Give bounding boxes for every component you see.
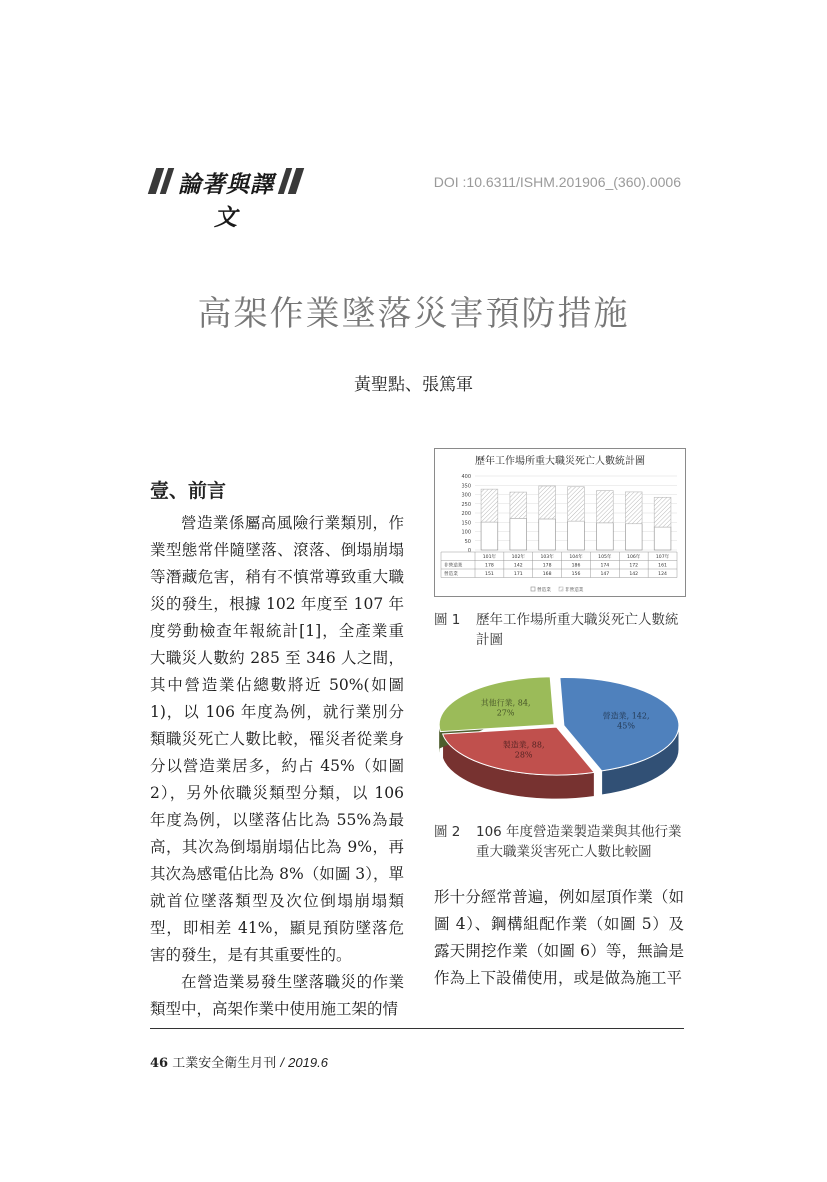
y-tick-label: 200	[461, 511, 471, 517]
pie-data-label-line: 營造業, 142,	[602, 711, 650, 721]
figure-2-chart	[430, 668, 690, 810]
figure-2-caption	[434, 822, 690, 862]
journal-name: 工業安全衛生月刊	[172, 1056, 277, 1071]
y-tick-label: 100	[461, 529, 471, 536]
data-label: 178	[542, 563, 552, 569]
bar-非營造業	[539, 486, 556, 519]
right-column-body	[434, 884, 684, 992]
y-tick-label: 0	[467, 548, 471, 554]
bar-非營造業	[625, 492, 642, 524]
figure-number: 圖 1	[434, 612, 461, 628]
data-label: 142	[513, 563, 523, 569]
bar-營造業	[625, 524, 642, 550]
bar-營造業	[510, 518, 527, 550]
category-label: 106年	[627, 555, 641, 560]
page-number: 46	[150, 1056, 169, 1071]
legend-label: 非營造業	[565, 588, 584, 593]
pie-chart-svg	[430, 668, 690, 810]
bar-chart-svg	[435, 449, 685, 596]
data-label: 168	[542, 572, 552, 577]
data-label: 186	[571, 563, 581, 569]
data-label: 156	[571, 572, 581, 577]
bar-營造業	[539, 519, 556, 550]
data-label: 147	[600, 572, 610, 577]
category-label: 101年	[482, 555, 497, 560]
footer-rule	[150, 1028, 684, 1029]
data-label: 171	[513, 572, 523, 577]
section-badge	[148, 168, 308, 231]
issue-date: 2019.6	[288, 1055, 328, 1070]
category-label: 103年	[540, 555, 554, 560]
legend-swatch	[559, 587, 563, 591]
caption-text: 重大職業災害死亡人數比較圖	[476, 844, 652, 860]
legend-label: 營造業	[537, 588, 551, 593]
category-label: 102年	[511, 555, 525, 560]
pie-data-label-line: 45%	[617, 721, 635, 731]
data-label: 142	[629, 572, 639, 577]
table-series-label: 非營造業	[444, 563, 463, 569]
data-label: 174	[600, 563, 610, 569]
category-label: 107年	[655, 555, 670, 560]
bar-非營造業	[596, 491, 613, 523]
left-column-body	[150, 510, 404, 1023]
y-tick-label: 300	[461, 492, 471, 499]
y-tick-label: 400	[461, 474, 471, 480]
paragraph: 形十分經常普遍，例如屋頂作業（如圖 4）、鋼構組配作業（如圖 5）及露天開挖作業（如圖 6）等，無論是作為上下設備使用，或是做為施工平	[434, 888, 684, 987]
figure-number: 圖 2	[434, 824, 461, 840]
article-authors: 黃聖點、張篤軍	[354, 375, 473, 395]
bar-營造業	[568, 521, 585, 550]
caption-text: 歷年工作場所重大職災死亡人數統	[476, 612, 679, 628]
table-series-label: 營造業	[444, 572, 458, 577]
y-tick-label: 350	[461, 483, 471, 490]
data-label: 178	[485, 563, 494, 569]
bar-營造業	[481, 522, 498, 550]
caption-text: 計圖	[476, 632, 503, 648]
figure-1-caption	[434, 610, 690, 650]
legend-swatch	[531, 587, 535, 591]
data-label: 124	[658, 572, 667, 577]
pie-data-label-line: 27%	[496, 708, 515, 718]
bar-非營造業	[510, 492, 527, 518]
pie-data-label-line: 28%	[514, 750, 533, 760]
figure-1-chart	[434, 448, 686, 597]
y-tick-label: 250	[461, 501, 471, 508]
bar-非營造業	[654, 497, 671, 527]
chart-title: 歷年工作場所重大職災死亡人數統計圖	[475, 456, 645, 467]
bar-營造業	[654, 527, 671, 550]
paragraph: 營造業係屬高風險行業類別，作業型態常伴隨墜落、滾落、倒塌崩塌等潛藏危害，稍有不慎常導致重大職災的發生，根據 102 年度至 107 年度勞動檢查年報統計[1]，全產業重大職災人數約 285 至 346 人之間，其中營造業佔總數將近 50%(如圖 1)，以 106 年度為例，就行業別分類職災死亡人數比較，罹災者從業身分以營造業居多，約占 45%（如圖 2），另外依職災類型分類，以 106 年度為例，以墜落佔比為 55%為最高，其次為倒塌崩塌佔比為 9%，再其次為感電佔比為 8%（如圖 3），單就首位墜落類型及次位倒塌崩塌類型，即相差 41%，顯見預防墜落危害的發生，是有其重要性的。	[150, 514, 404, 964]
bar-非營造業	[481, 489, 498, 522]
section-heading: 壹、前言	[150, 480, 227, 502]
data-label: 161	[658, 563, 667, 569]
paragraph: 在營造業易發生墜落職災的作業類型中，高架作業中使用施工架的情	[150, 973, 404, 1018]
doi[interactable]: DOI :10.6311/ISHM.201906_(360).0006	[433, 174, 681, 190]
data-label: 172	[629, 563, 639, 569]
category-label: 104年	[569, 555, 583, 560]
page-footer	[150, 1052, 328, 1071]
data-label: 151	[485, 572, 494, 577]
bar-非營造業	[568, 487, 585, 521]
pie-data-label-line: 其他行業, 84,	[480, 698, 531, 708]
y-tick-label: 150	[461, 520, 471, 527]
pie-data-label-line: 製造業, 88,	[502, 740, 545, 750]
section-badge-label: 論著與譯文	[178, 172, 274, 231]
bar-營造業	[596, 523, 613, 550]
caption-text: 106 年度營造業製造業與其他行業	[476, 824, 682, 840]
category-label: 105年	[598, 555, 612, 560]
footer-separator: /	[280, 1055, 285, 1070]
y-tick-label: 50	[464, 538, 471, 545]
article-title: 高架作業墜落災害預防措施	[197, 294, 630, 334]
